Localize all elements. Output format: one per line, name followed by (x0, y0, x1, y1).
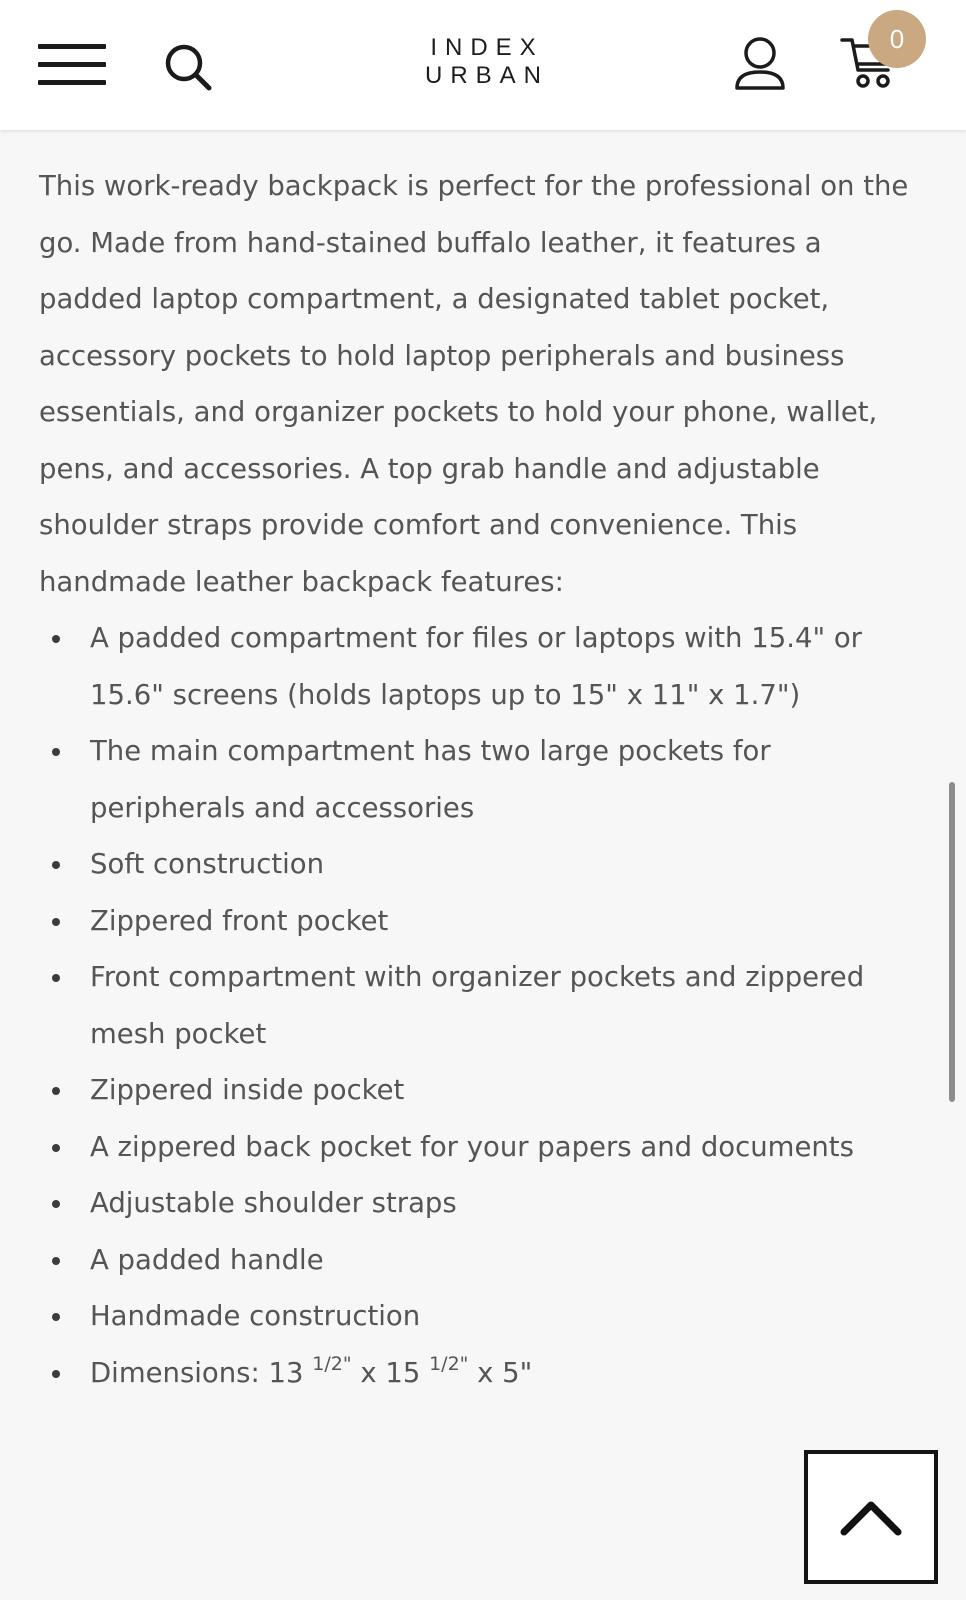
feature-list (39, 610, 919, 1401)
feature-item: Adjustable shoulder straps (39, 1175, 919, 1232)
feature-item: A padded compartment for files or laptops with 15.4" or 15.6" screens (holds laptops up to 15" x 11" x 1.7") (39, 610, 919, 723)
brand-logo[interactable] (383, 34, 583, 90)
product-description (39, 158, 919, 1401)
feature-item: Front compartment with organizer pockets and zippered mesh pocket (39, 949, 919, 1062)
feature-item: The main compartment has two large pockets for peripherals and accessories (39, 723, 919, 836)
feature-item-dimensions (39, 1345, 919, 1402)
back-to-top-button[interactable] (804, 1450, 938, 1584)
dimensions-fraction-1: 1/2" (312, 1352, 352, 1375)
dimensions-mid: x 15 (351, 1356, 430, 1389)
dimensions-prefix: Dimensions: 13 (90, 1356, 313, 1389)
dimensions-suffix: x 5" (468, 1356, 533, 1389)
description-paragraph: This work-ready backpack is perfect for the professional on the go. Made from hand-stained buffalo leather, it features a padded laptop compartment, a designated tablet pocket, accessory pockets to hold laptop peripherals and business essentials, and organizer pockets to hold your phone, wallet, pens, and accessories. A top grab handle and adjustable shoulder straps provide comfort and convenience. This handmade leather backpack features: (39, 170, 909, 598)
logo-line-2: URBAN (424, 62, 549, 89)
feature-item: A zippered back pocket for your papers and documents (39, 1119, 919, 1176)
dimensions-fraction-2: 1/2" (429, 1352, 469, 1375)
feature-item: Zippered front pocket (39, 893, 919, 950)
hamburger-menu-icon[interactable] (38, 42, 106, 88)
feature-item: Soft construction (39, 836, 919, 893)
scrollbar-thumb[interactable] (949, 782, 955, 1102)
cart-count-badge[interactable]: 0 (868, 10, 926, 68)
feature-item: Zippered inside pocket (39, 1062, 919, 1119)
search-icon[interactable] (163, 42, 215, 94)
feature-item: A padded handle (39, 1232, 919, 1289)
site-header (0, 0, 966, 130)
user-icon[interactable] (732, 36, 788, 92)
logo-line-1: INDEX (430, 34, 544, 61)
feature-item: Handmade construction (39, 1288, 919, 1345)
chevron-up-icon (808, 1454, 934, 1580)
